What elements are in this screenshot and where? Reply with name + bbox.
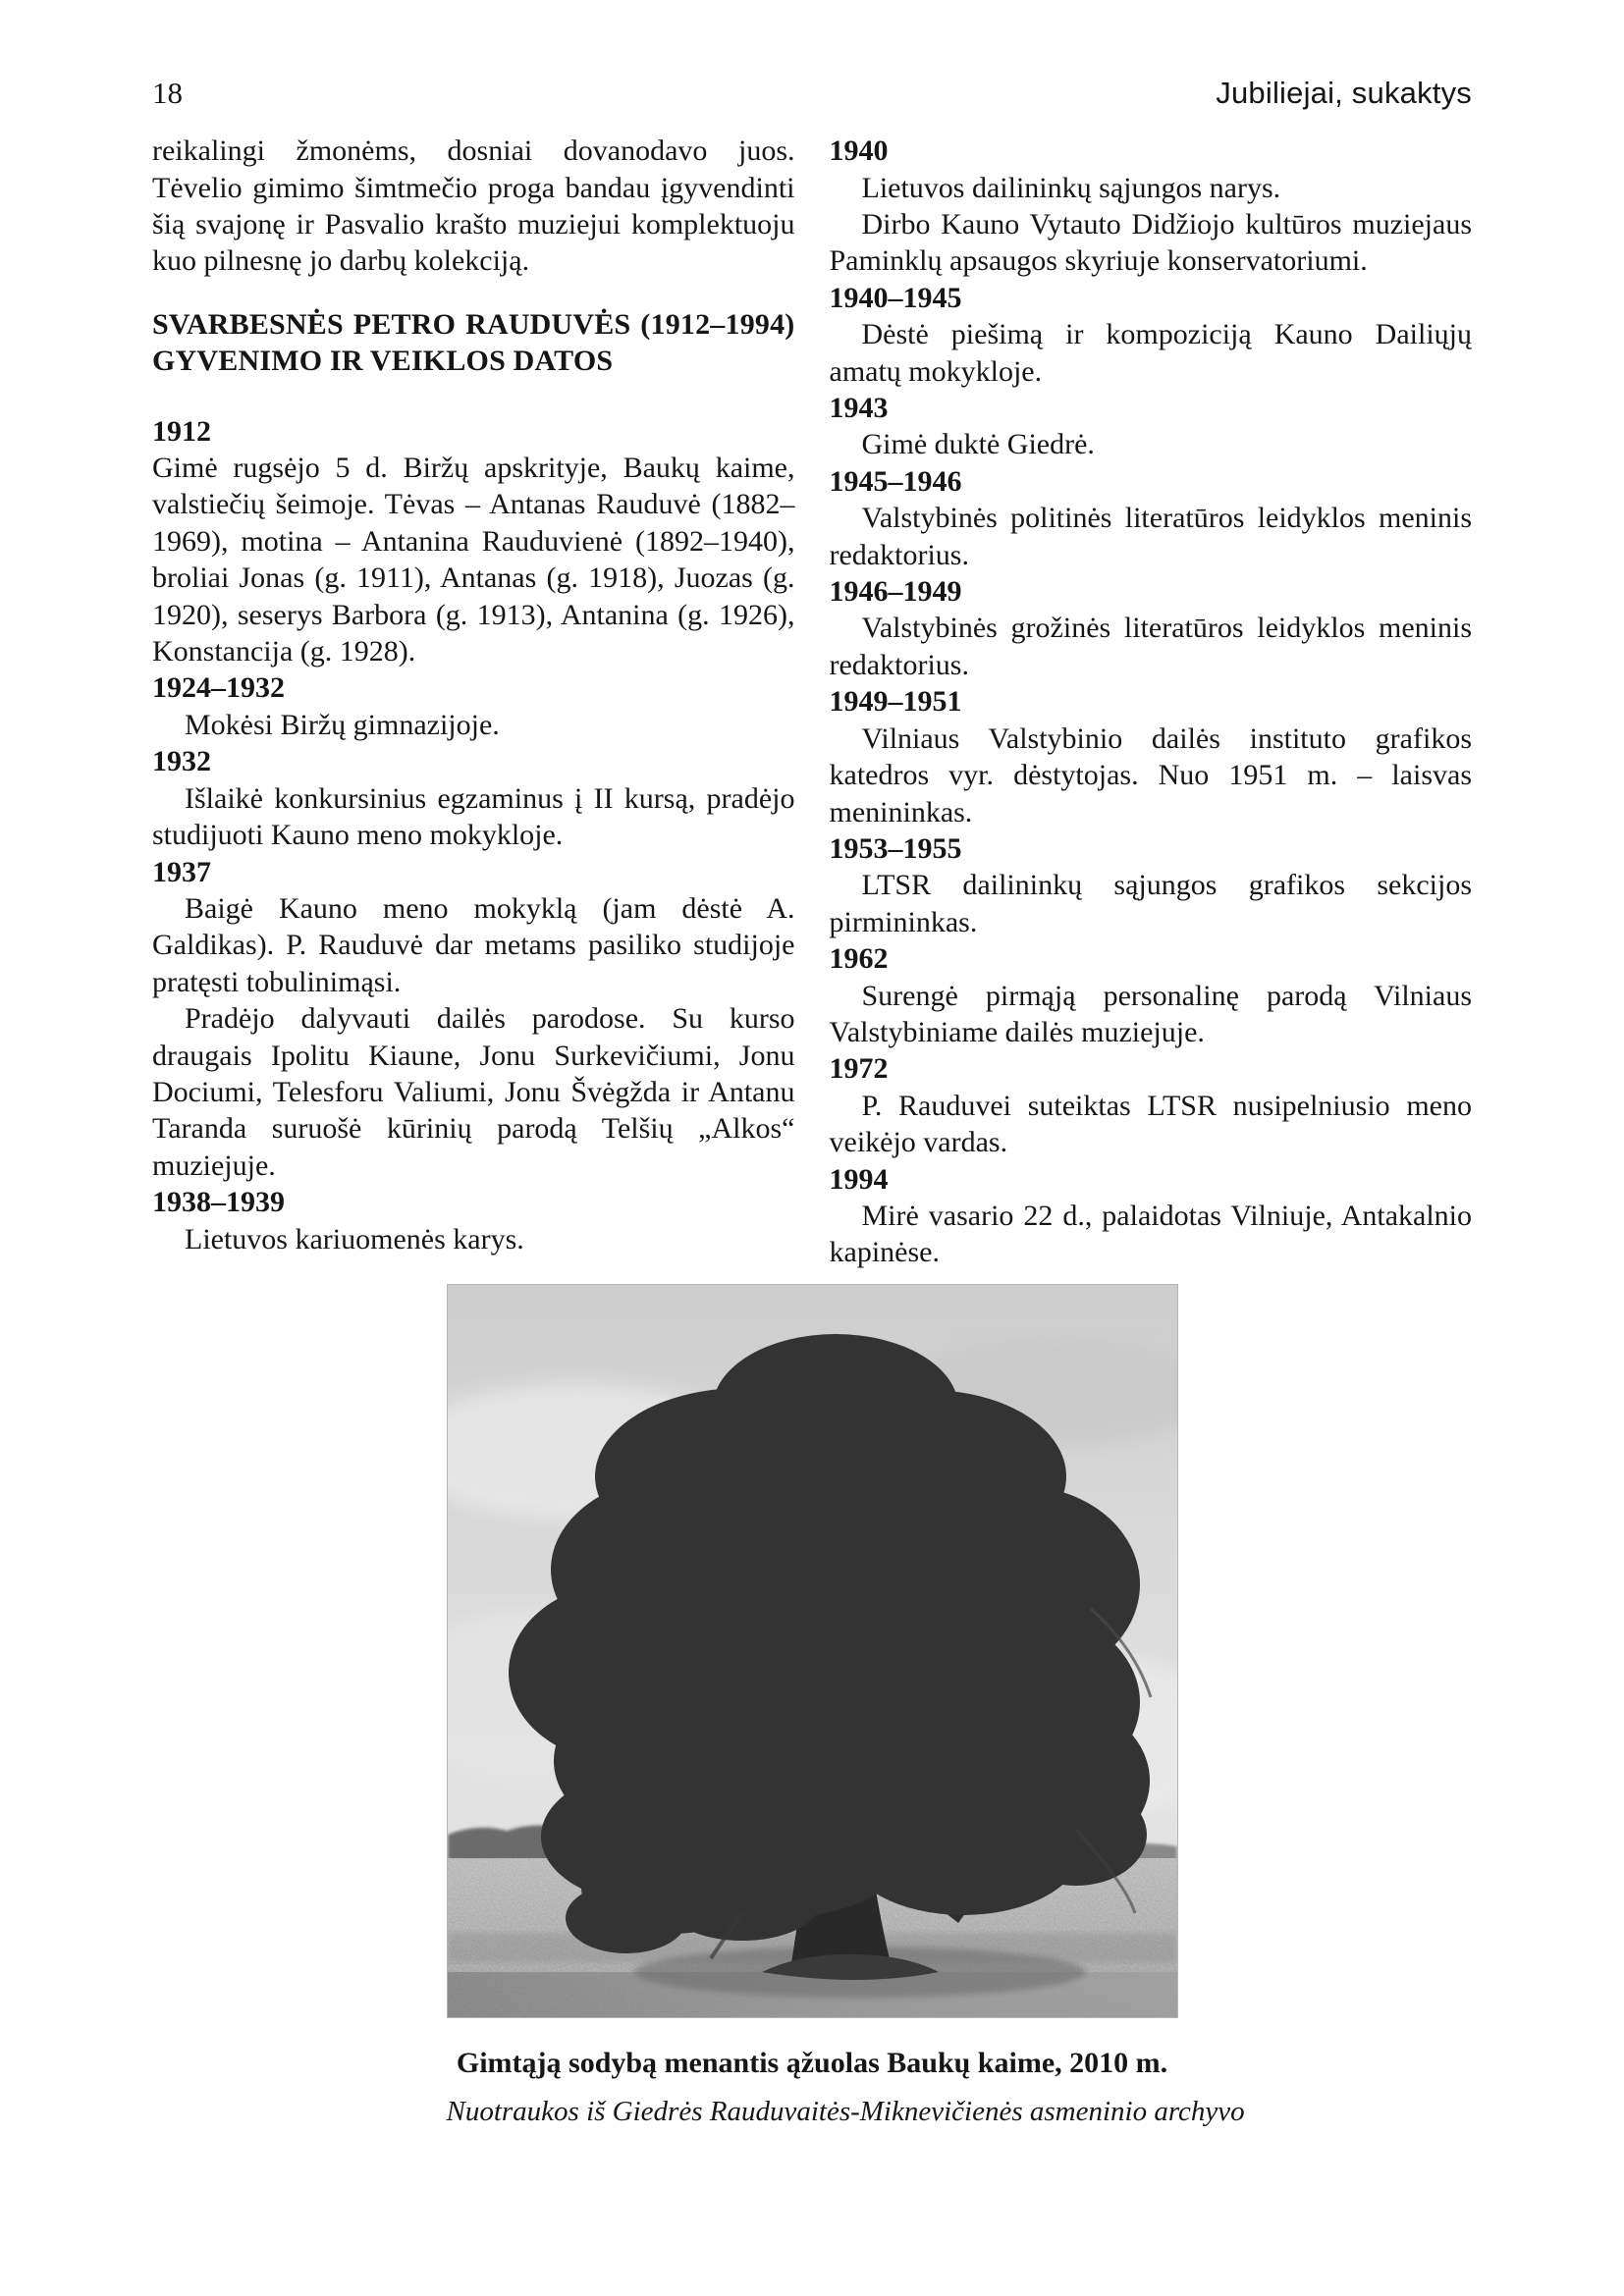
paragraph: Mokėsi Biržų gimnazijoje.: [185, 708, 500, 741]
tree-figure: [446, 1284, 1245, 2130]
paragraph: Dirbo Kauno Vytauto Didžiojo kultūros muziejaus Paminklų apsaugos skyriuje konservatoriumi.: [829, 208, 1472, 278]
tree-photo: [447, 1284, 1178, 2018]
year-heading: 1924–1932: [152, 671, 285, 705]
paragraph: Mirė vasario 22 d., palaidotas Vilniuje, Antakalnio kapinėse.: [829, 1199, 1472, 1269]
year-heading: 1940: [829, 134, 889, 168]
year-heading: 1938–1939: [152, 1186, 285, 1219]
paragraph: Dėstė piešimą ir kompoziciją Kauno Dailiųjų amatų mokykloje.: [829, 318, 1472, 388]
paragraph: Išlaikė konkursinius egzaminus į II kursą, pradėjo studijuoti Kauno meno mokykloje.: [152, 781, 795, 852]
page-header: [152, 0, 1472, 111]
year-heading: 1937: [152, 855, 211, 888]
paragraph: P. Rauduvei suteiktas LTSR nusipelniusio meno veikėjo vardas.: [829, 1089, 1472, 1159]
running-title: Jubiliejai, sukaktys: [1216, 76, 1472, 110]
page-number: 18: [152, 76, 183, 110]
paragraph: Valstybinės politinės literatūros leidyklos meninis redaktorius.: [829, 502, 1472, 571]
right-column: [830, 133, 1473, 1271]
year-heading: 1949–1951: [829, 685, 962, 719]
year-heading: 1945–1946: [829, 464, 962, 498]
year-heading: 1953–1955: [829, 831, 962, 865]
paragraph: LTSR dailininkų sąjungos grafikos sekcijos pirmininkas.: [829, 869, 1472, 938]
paragraph: Lietuvos dailininkų sąjungos narys.: [861, 171, 1281, 204]
left-column: [152, 133, 795, 1271]
paragraph: Gimė duktė Giedrė.: [861, 428, 1095, 461]
year-heading: 1943: [829, 392, 889, 425]
paragraph: Baigė Kauno meno mokyklą (jam dėstė A. Galdikas). P. Rauduvė dar metams pasiliko studijoje pratęsti tobulinimąsi.: [152, 891, 795, 998]
paragraph: Pradėjo dalyvauti dailės parodose. Su kurso draugais Ipolitu Kiaune, Jonu Surkevičiumi, Jonu Dociumi, Telesforu Valiumi, Jonu Švėgžda ir Antanu Taranda suruošė kūrinių parodą Telšių „Alkos“ muziejuje.: [152, 1002, 795, 1182]
paragraph: Lietuvos kariuomenės karys.: [185, 1222, 524, 1255]
figure-caption-credit: Nuotraukos iš Giedrės Rauduvaitės-Miknevičienės asmeninio archyvo: [446, 2095, 1245, 2127]
year-heading: 1994: [829, 1162, 889, 1196]
section-heading: SVARBESNĖS PETRO RAUDUVĖS (1912–1994) GYVENIMO IR VEIKLOS DATOS: [152, 307, 795, 378]
year-heading: 1972: [829, 1052, 889, 1086]
year-heading: 1932: [152, 745, 211, 778]
paragraph: reikalingi žmonėms, dosniai dovanodavo juos. Tėvelio gimimo šimtmečio proga bandau įgyvendinti šią svajonę ir Pasvalio krašto muziejui komplektuoju kuo pilnesnę jo darbų kolekciją.: [152, 134, 795, 278]
text-columns: [152, 133, 1472, 1271]
year-heading: 1912: [152, 414, 211, 448]
paragraph: Gimė rugsėjo 5 d. Biržų apskrityje, Baukų kaime, valstiečių šeimoje. Tėvas – Antanas Rauduvė (1882–1969), motina – Antanina Rauduvienė (1892–1940), broliai Jonas (g. 1911), Antanas (g. 1918), Juozas (g. 1920), seserys Barbora (g. 1913), Antanina (g. 1926), Konstancija (g. 1928).: [152, 452, 795, 668]
paragraph: Surengė pirmąją personalinę parodą Vilniaus Valstybiniame dailės muziejuje.: [829, 979, 1472, 1048]
figure-caption-title: Gimtąją sodybą menantis ąžuolas Baukų kaime, 2010 m.: [456, 2046, 1168, 2079]
paragraph: Valstybinės grožinės literatūros leidyklos meninis redaktorius.: [829, 612, 1472, 681]
year-heading: 1946–1949: [829, 575, 962, 609]
year-heading: 1962: [829, 942, 889, 976]
paragraph: Vilniaus Valstybinio dailės instituto grafikos katedros vyr. dėstytojas. Nuo 1951 m. – laisvas menininkas.: [829, 721, 1472, 828]
year-heading: 1940–1945: [829, 281, 962, 314]
